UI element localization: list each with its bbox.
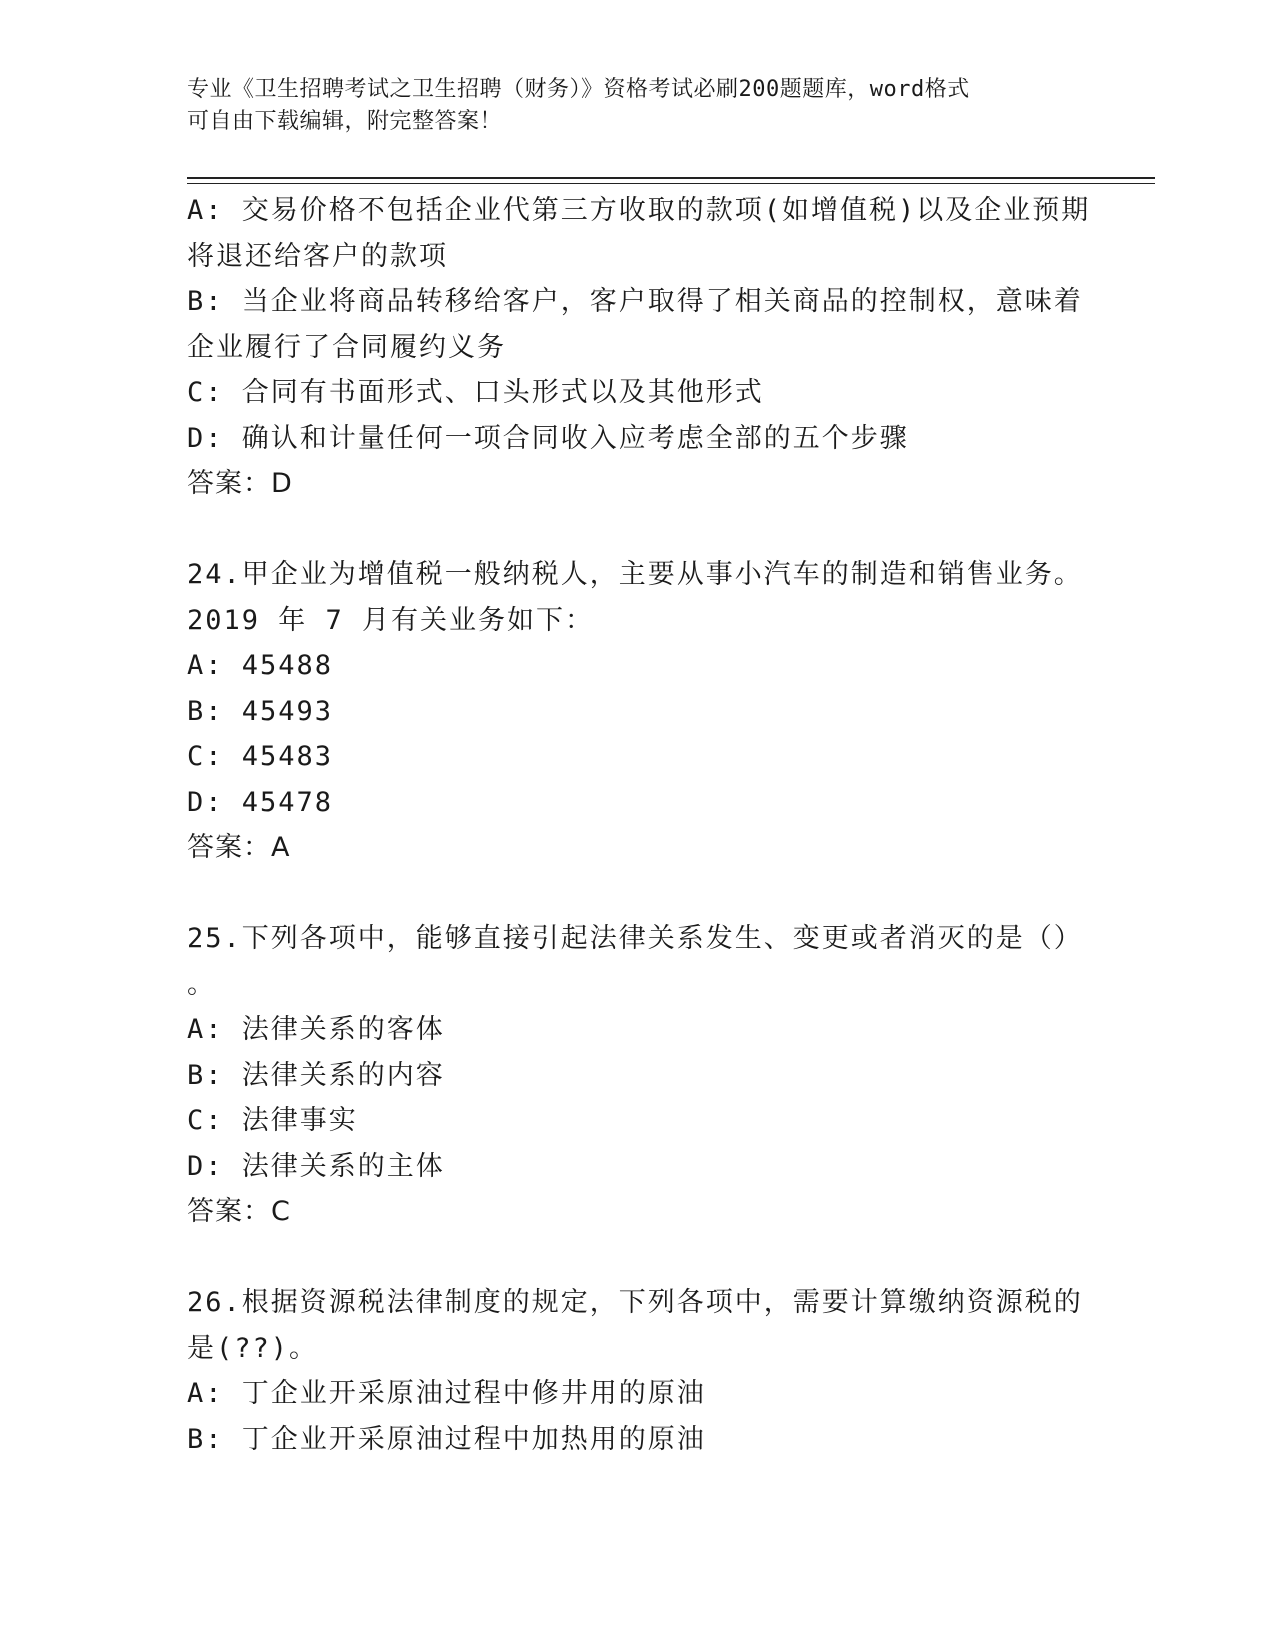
q23-option-b-line-1: B: 当企业将商品转移给客户，客户取得了相关商品的控制权，意味着 xyxy=(187,286,1083,317)
q24-option-a: A: 45488 xyxy=(187,650,334,681)
q23-answer: 答案：D xyxy=(187,468,293,499)
q25-option-d: D: 法律关系的主体 xyxy=(187,1150,445,1182)
question-23 xyxy=(187,188,1091,507)
q25-stem-line-1: 25.下列各项中，能够直接引起法律关系发生、变更或者消灭的是（） xyxy=(187,923,1083,954)
q24-option-b: B: 45493 xyxy=(187,695,334,727)
q23-option-a-line-1: A: 交易价格不包括企业代第三方收取的款项(如增值税)以及企业预期 xyxy=(187,195,1091,226)
q24-stem-line-2: 2019 年 7 月有关业务如下： xyxy=(187,604,595,636)
q25-stem-line-2: 。 xyxy=(187,968,216,1000)
question-spacer xyxy=(187,507,1087,553)
q25-answer: 答案：C xyxy=(187,1196,291,1227)
header-divider-thick xyxy=(187,177,1155,179)
question-24 xyxy=(187,552,1087,871)
q25-option-a: A: 法律关系的客体 xyxy=(187,1014,445,1045)
q24-stem-line-1: 24.甲企业为增值税一般纳税人，主要从事小汽车的制造和销售业务。 xyxy=(187,559,1083,590)
header-line-1: 专业《卫生招聘考试之卫生招聘（财务）》资格考试必刷200题题库，word格式 xyxy=(187,77,970,102)
q24-answer: 答案：A xyxy=(187,832,291,863)
question-spacer xyxy=(187,1235,1087,1281)
question-spacer xyxy=(187,871,1087,917)
q25-option-c: C: 法律事实 xyxy=(187,1105,358,1136)
q23-option-d: D: 确认和计量任何一项合同收入应考虑全部的五个步骤 xyxy=(187,422,909,454)
q24-option-d: D: 45478 xyxy=(187,786,334,818)
question-26 xyxy=(187,1280,1087,1462)
question-25 xyxy=(187,916,1087,1235)
q23-option-b-line-2: 企业履行了合同履约义务 xyxy=(187,331,506,363)
header-line-2: 可自由下载编辑，附完整答案！ xyxy=(187,109,503,134)
question-list xyxy=(187,188,1091,1462)
header-divider-thin xyxy=(187,183,1155,184)
q26-option-b: B: 丁企业开采原油过程中加热用的原油 xyxy=(187,1423,706,1455)
document-header xyxy=(187,74,1067,138)
q26-option-a: A: 丁企业开采原油过程中修井用的原油 xyxy=(187,1378,706,1409)
q23-option-a-line-2: 将退还给客户的款项 xyxy=(187,240,448,272)
q24-option-c: C: 45483 xyxy=(187,741,334,772)
q26-stem-line-2: 是(??)。 xyxy=(187,1332,319,1364)
q23-option-c: C: 合同有书面形式、口头形式以及其他形式 xyxy=(187,377,764,408)
q25-option-b: B: 法律关系的内容 xyxy=(187,1059,445,1091)
q26-stem-line-1: 26.根据资源税法律制度的规定，下列各项中，需要计算缴纳资源税的 xyxy=(187,1287,1083,1318)
